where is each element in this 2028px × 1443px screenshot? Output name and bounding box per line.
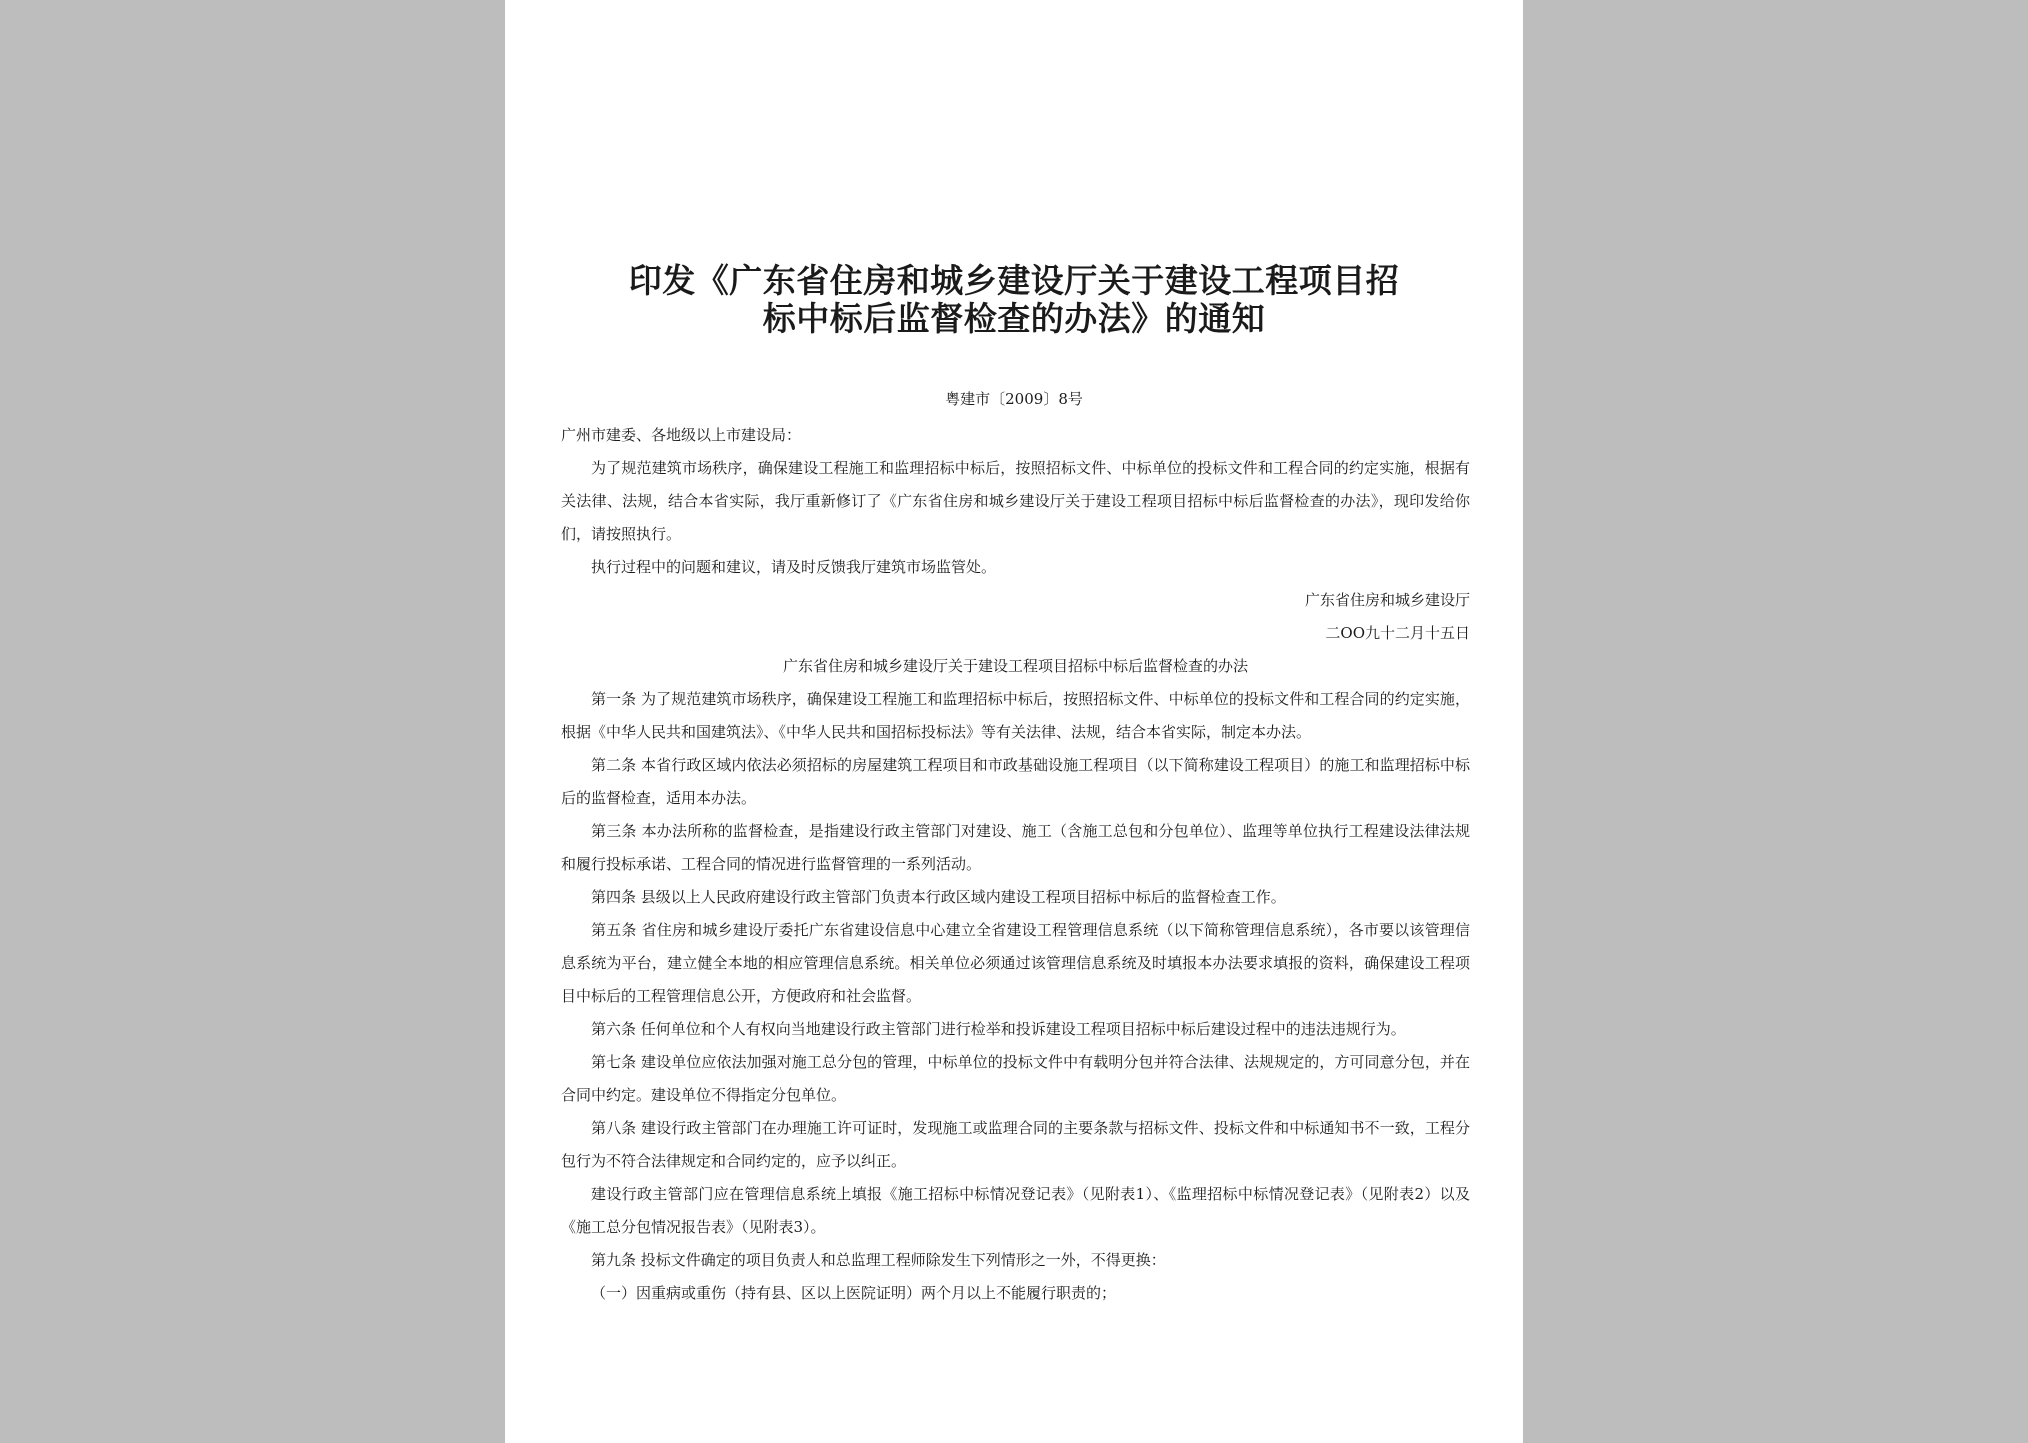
article-9-item-1: （一）因重病或重伤（持有县、区以上医院证明）两个月以上不能履行职责的； xyxy=(591,1284,1117,1302)
article-3: 第三条 本办法所称的监督检查，是指建设行政主管部门对建设、施工（含施工总包和分包单位）、监理等单位执行工程建设法律法规和履行投标承诺、工程合同的情况进行监督管理的一系列活动。 xyxy=(561,822,1470,873)
feedback-paragraph: 执行过程中的问题和建议，请及时反馈我厅建筑市场监管处。 xyxy=(591,558,997,576)
title-line-1: 印发《广东省住房和城乡建设厅关于建设工程项目招 xyxy=(628,261,1400,300)
issuer: 广东省住房和城乡建设厅 xyxy=(1304,591,1470,609)
salutation: 广州市建委、各地级以上市建设局： xyxy=(561,426,802,444)
article-2: 第二条 本省行政区域内依法必须招标的房屋建筑工程项目和市政基础设施工程项目（以下简称建设工程项目）的施工和监理招标中标后的监督检查，适用本办法。 xyxy=(561,756,1470,807)
article-4: 第四条 县级以上人民政府建设行政主管部门负责本行政区域内建设工程项目招标中标后的监督检查工作。 xyxy=(591,888,1286,906)
document-page xyxy=(505,0,1523,1443)
article-7: 第七条 建设单位应依法加强对施工总分包的管理，中标单位的投标文件中有载明分包并符合法律、法规规定的，方可同意分包，并在合同中约定。建设单位不得指定分包单位。 xyxy=(561,1053,1470,1104)
article-8-supplement: 建设行政主管部门应在管理信息系统上填报《施工招标中标情况登记表》（见附表1）、《监理招标中标情况登记表》（见附表2）以及《施工总分包情况报告表》（见附表3）。 xyxy=(561,1185,1470,1236)
intro-paragraph: 为了规范建筑市场秩序，确保建设工程施工和监理招标中标后，按照招标文件、中标单位的投标文件和工程合同的约定实施，根据有关法律、法规，结合本省实际，我厅重新修订了《广东省住房和城乡建设厅关于建设工程项目招标中标后监督检查的办法》，现印发给你们，请按照执行。 xyxy=(561,459,1470,543)
article-6: 第六条 任何单位和个人有权向当地建设行政主管部门进行检举和投诉建设工程项目招标中标后建设过程中的违法违规行为。 xyxy=(591,1020,1406,1038)
measures-title: 广东省住房和城乡建设厅关于建设工程项目招标中标后监督检查的办法 xyxy=(782,657,1248,675)
document-title xyxy=(505,262,1523,338)
document-number: 粤建市〔2009〕8号 xyxy=(945,390,1083,408)
document-body xyxy=(561,419,1470,1310)
article-9: 第九条 投标文件确定的项目负责人和总监理工程师除发生下列情形之一外，不得更换： xyxy=(591,1251,1166,1269)
article-5: 第五条 省住房和城乡建设厅委托广东省建设信息中心建立全省建设工程管理信息系统（以下简称管理信息系统），各市要以该管理信息系统为平台，建立健全本地的相应管理信息系统。相关单位必须通过该管理信息系统及时填报本办法要求填报的资料，确保建设工程项目中标后的工程管理信息公开，方便政府和社会监督。 xyxy=(561,921,1470,1005)
issue-date: 二OO九十二月十五日 xyxy=(1325,624,1470,642)
title-line-2: 标中标后监督检查的办法》的通知 xyxy=(762,299,1266,338)
article-1: 第一条 为了规范建筑市场秩序，确保建设工程施工和监理招标中标后，按照招标文件、中标单位的投标文件和工程合同的约定实施，根据《中华人民共和国建筑法》、《中华人民共和国招标投标法》等有关法律、法规，结合本省实际，制定本办法。 xyxy=(561,690,1470,741)
article-8: 第八条 建设行政主管部门在办理施工许可证时，发现施工或监理合同的主要条款与招标文件、投标文件和中标通知书不一致，工程分包行为不符合法律规定和合同约定的，应予以纠正。 xyxy=(561,1119,1470,1170)
